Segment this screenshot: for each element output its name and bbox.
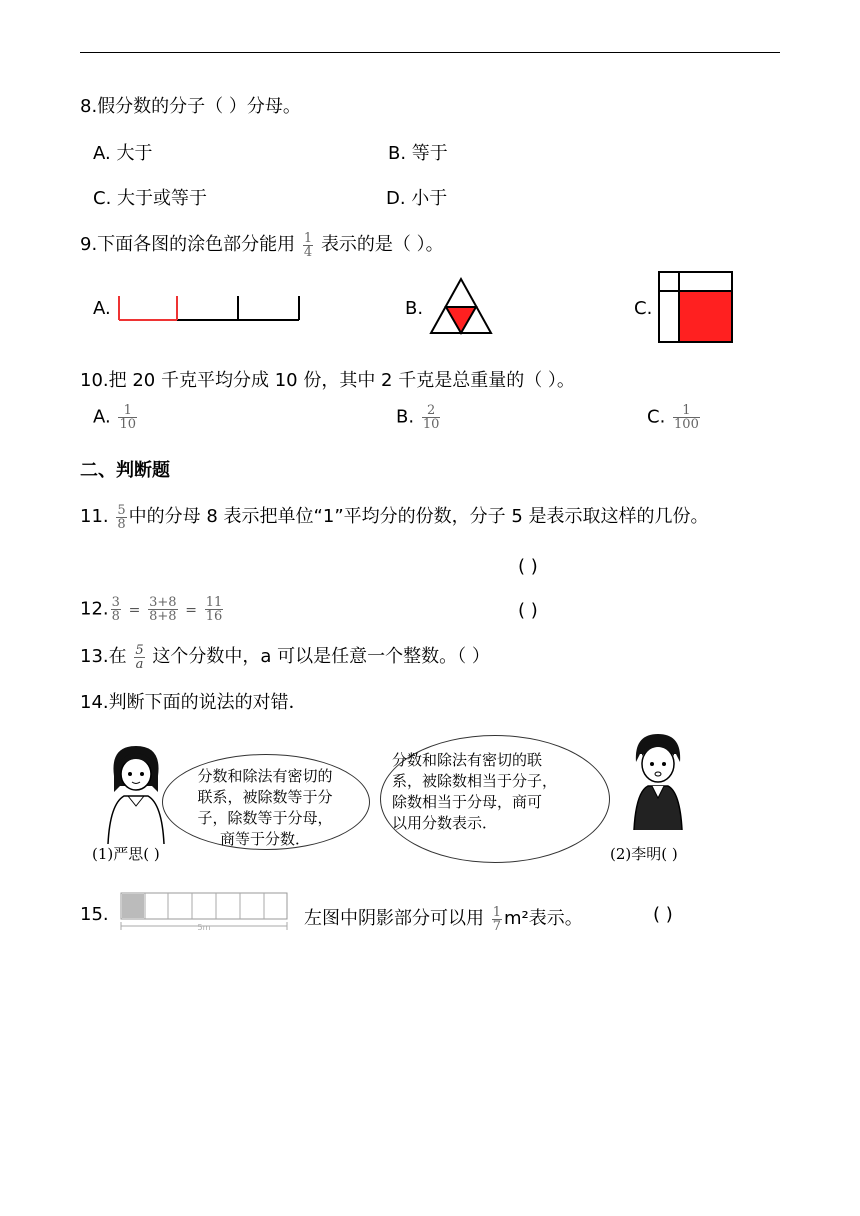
q14-stem: 14.判断下面的说法的对错． — [80, 692, 307, 713]
q12-fraction-3: $\frac{11}{16}$ — [205, 595, 223, 624]
left-bubble-text: 分数和除法有密切的 联系，被除数等于分 子，除数等于分母， 商等于分数． — [197, 767, 333, 848]
q10-option-c-fraction: $\frac{1}{100}$ — [674, 403, 699, 432]
q12-stem: 12. $\frac{3}{8}$ = $\frac{3+8}{8+8}$ = $\frac{11}{16}$ — [80, 595, 223, 624]
boy-illustration — [626, 732, 690, 830]
q10-option-c: C. $\frac{1}{100}$ — [647, 403, 699, 432]
q9-label-b: B. — [405, 298, 424, 319]
q10-option-a: A. $\frac{1}{10}$ — [93, 403, 136, 432]
q10-option-b-fraction: $\frac{2}{10}$ — [422, 403, 440, 432]
q8-option-a: A. 大于 — [93, 143, 153, 164]
q15-answer-paren: ( ) — [653, 904, 673, 925]
q15-text-pre: 左图中阴影部分可以用 — [304, 908, 484, 929]
q12-fraction-2: $\frac{3+8}{8+8}$ — [149, 595, 177, 624]
right-caption: (2)李明( ) — [610, 845, 678, 863]
q11-text: 中的分母 8 表示把单位“1”平均分的份数，分子 5 是表示取这样的几份。 — [128, 506, 709, 527]
q9-stem-pre: 9.下面各图的涂色部分能用 — [80, 234, 296, 255]
q12-fraction-1: $\frac{3}{8}$ — [111, 595, 120, 624]
q11-answer-paren: ( ) — [518, 556, 538, 577]
q11-stem: 11. $\frac{5}{8}$ 中的分母 8 表示把单位“1”平均分的份数，分子 5 是表示取这样的几份。 — [80, 502, 709, 532]
q13-fraction: $\frac{5}{a}$ — [135, 642, 144, 672]
q9-figure-b-triangle — [428, 276, 494, 336]
q9-label-c: C. — [634, 298, 653, 319]
q13-text: 这个分数中，a 可以是任意一个整数。（ ） — [152, 646, 490, 667]
q15-stem — [304, 904, 583, 933]
q15-text-post: 表示。 — [528, 908, 583, 929]
q9-figure-c-rectangle — [656, 269, 736, 345]
q10-option-a-fraction: $\frac{1}{10}$ — [119, 403, 136, 432]
right-bubble-text: 分数和除法有密切的联 系，被除数相当于分子， 除数相当于分母，商可 以用分数表示． — [392, 751, 558, 832]
q8-option-c: C. 大于或等于 — [93, 188, 208, 209]
q15-unit: m² — [504, 908, 529, 929]
left-caption: (1)严思( ) — [92, 845, 160, 863]
q10-stem: 10.把 20 千克平均分成 10 份，其中 2 千克是总重量的（ ）。 — [80, 370, 575, 391]
header-rule — [80, 52, 780, 53]
girl-illustration — [104, 744, 168, 844]
q9-figure-a-segment — [114, 292, 304, 326]
q15-strip-diagram — [118, 890, 290, 932]
q8-option-b: B. 等于 — [388, 143, 448, 164]
section-title-judgment: 二、判断题 — [80, 460, 170, 481]
q15-ruler-label: 5m — [197, 923, 211, 932]
q9-stem — [80, 230, 444, 259]
q9-fraction: $\frac{1}{4}$ — [303, 230, 313, 260]
q9-label-a: A. — [93, 298, 111, 319]
q8-option-d: D. 小于 — [386, 188, 448, 209]
q15-number: 15. — [80, 904, 109, 925]
q12-answer-paren: ( ) — [518, 600, 538, 621]
q15-fraction: $\frac{1}{7}$ — [492, 904, 502, 934]
q9-stem-post: 表示的是（ ）。 — [320, 234, 444, 255]
q10-option-b: B. $\frac{2}{10}$ — [396, 403, 440, 432]
q8-stem: 8.假分数的分子（ ）分母。 — [80, 96, 301, 117]
q13-stem: 13.在 $\frac{5}{a}$ 这个分数中，a 可以是任意一个整数。（ ） — [80, 642, 490, 672]
q11-fraction: $\frac{5}{8}$ — [117, 502, 126, 532]
